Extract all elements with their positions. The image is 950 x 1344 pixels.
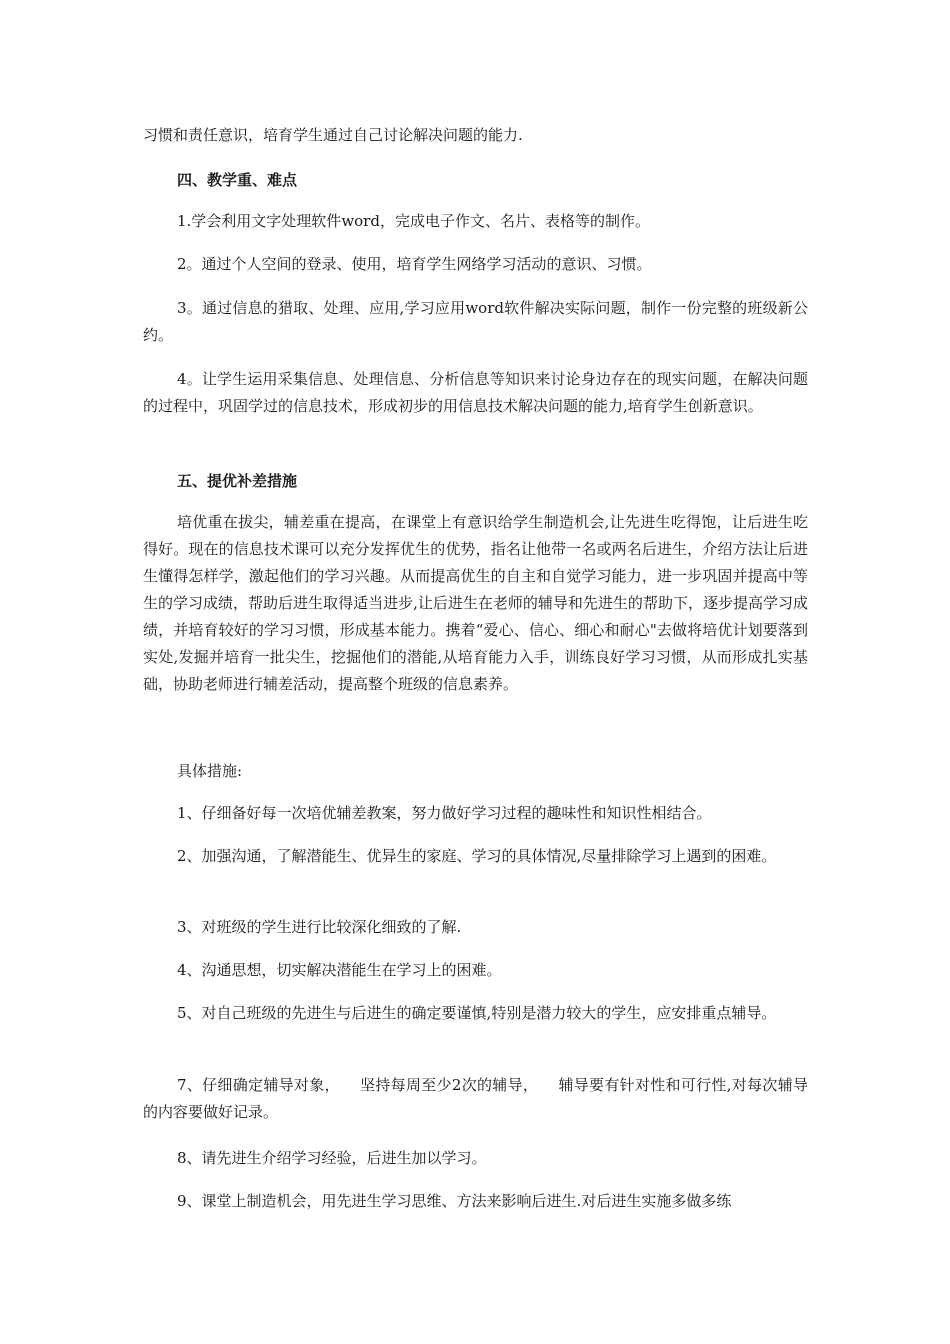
specific-measures-label: 具体措施: bbox=[177, 762, 243, 780]
measure-9: 9、课堂上制造机会，用先进生学习思维、方法来影响后进生.对后进生实施多做多练 bbox=[177, 1192, 732, 1210]
key-point-4: 4。让学生运用采集信息、处理信息、分析信息等知识来讨论身边存在的现实问题，在解决问题的过程中，巩固学过的信息技术，形成初步的用信息技术解决问题的能力,培育学生创新意识。 bbox=[143, 370, 808, 415]
section-five-heading: 五、提优补差措施 bbox=[177, 472, 298, 490]
measure-8: 8、请先进生介绍学习经验，后进生加以学习。 bbox=[177, 1149, 487, 1167]
intro-paragraph-end: 习惯和责任意识，培育学生通过自己讨论解决问题的能力. bbox=[143, 126, 523, 144]
section-four-heading: 四、教学重、难点 bbox=[177, 171, 298, 189]
measure-5: 5、对自己班级的先进生与后进生的确定要谨慎,特别是潜力较大的学生，应安排重点辅导。 bbox=[177, 1004, 777, 1022]
key-point-2: 2。通过个人空间的登录、使用，培育学生网络学习活动的意识、习惯。 bbox=[177, 255, 652, 273]
key-point-3: 3。通过信息的猎取、处理、应用,学习应用word软件解决实际问题，制作一份完整的班级新公约。 bbox=[143, 299, 808, 344]
measure-1: 1、仔细备好每一次培优辅差教案，努力做好学习过程的趣味性和知识性相结合。 bbox=[177, 804, 712, 822]
measure-7: 7、仔细确定辅导对象， 坚持每周至少2次的辅导， 辅导要有针对性和可行性,对每次辅导的内容要做好记录。 bbox=[143, 1076, 808, 1121]
section-five-body: 培优重在拔尖，辅差重在提高，在课堂上有意识给学生制造机会,让先进生吃得饱，让后进生吃得好。现在的信息技术课可以充分发挥优生的优势，指名让他带一名或两名后进生，介绍方法让后进生懂得怎样学，激起他们的学习兴趣。从而提高优生的自主和自觉学习能力，进一步巩固并提高中等生的学习成绩，帮助后进生取得适当进步,让后进生在老师的辅导和先进生的帮助下，逐步提高学习成绩，并培育较好的学习习惯，形成基本能力。携着“爱心、信心、细心和耐心"去做将培优计划要落到实处,发掘并培育一批尖生，挖掘他们的潜能,从培育能力入手，训练良好学习习惯，从而形成扎实基础，协助老师进行辅差活动，提高整个班级的信息素养。 bbox=[143, 513, 808, 693]
key-point-1: 1.学会利用文字处理软件word，完成电子作文、名片、表格等的制作。 bbox=[177, 212, 650, 230]
measure-3: 3、对班级的学生进行比较深化细致的了解. bbox=[177, 918, 462, 936]
measure-4: 4、沟通思想，切实解决潜能生在学习上的困难。 bbox=[177, 961, 502, 979]
measure-2: 2、加强沟通，了解潜能生、优异生的家庭、学习的具体情况,尽量排除学习上遇到的困难。 bbox=[177, 847, 777, 865]
